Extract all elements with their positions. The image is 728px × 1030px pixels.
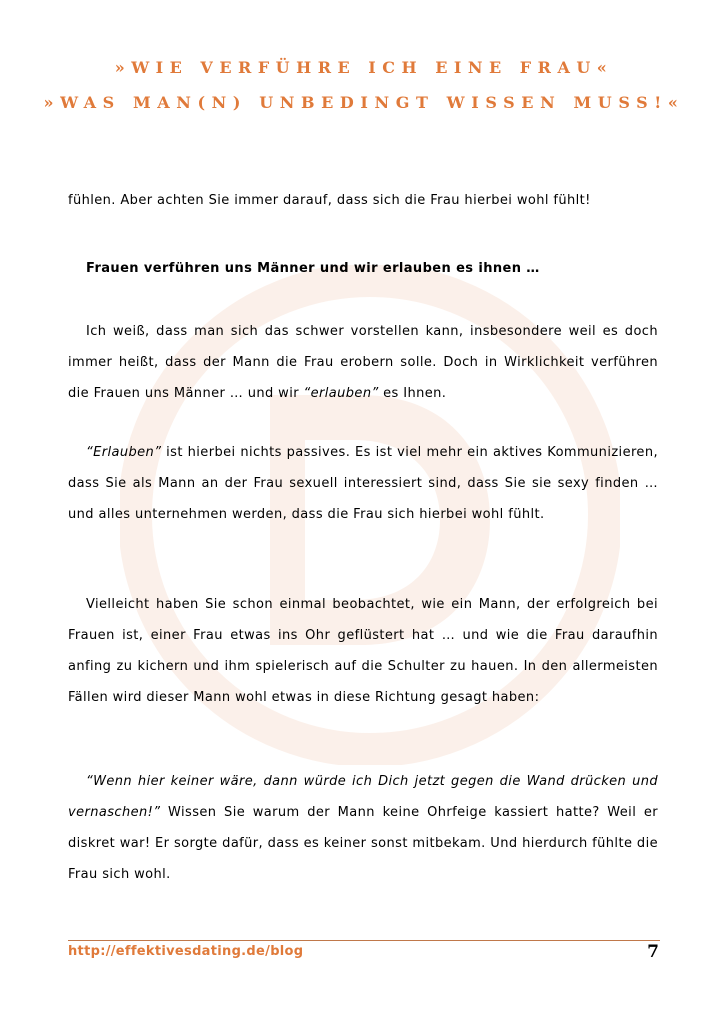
paragraph-2-quote: “Erlauben”: [86, 445, 162, 460]
page-number: 7: [647, 942, 659, 962]
paragraph-4-quote: “Wenn hier keiner wäre, dann würde ich Dich jetzt gegen die Wand drücken und vernaschen!”: [68, 774, 658, 820]
paragraph-2: [68, 437, 658, 530]
paragraph-2-text: ist hierbei nichts passives. Es ist viel mehr ein aktives Kommunizieren, dass Sie als Mann an der Frau sexuell interessiert sind, dass Sie sie sexy finden … und alles unternehmen werden, dass die Frau sich hierbei wohl fühlt.: [68, 445, 658, 522]
paragraph-4-text: Wissen Sie warum der Mann keine Ohrfeige kassiert hatte? Weil er diskret war! Er sorgte dafür, dass es keiner sonst mitbekam. Und hierdurch fühlte die Frau sich wohl.: [68, 805, 658, 882]
paragraph-1-quote: “erlauben”: [303, 386, 379, 401]
paragraph-4: [68, 766, 658, 890]
paragraph-1: [68, 316, 658, 409]
paragraph-1-end: es Ihnen.: [378, 386, 447, 401]
document-subtitle: »WAS MAN(N) UNBEDINGT WISSEN MUSS!«: [43, 93, 685, 112]
footer-divider: [68, 940, 660, 941]
document-title: »WIE VERFÜHRE ICH EINE FRAU«: [114, 58, 614, 77]
paragraph-3: Vielleicht haben Sie schon einmal beobachtet, wie ein Mann, der erfolgreich bei Frauen ist, einer Frau etwas ins Ohr geflüstert hat … und wie die Frau daraufhin anfing zu kichern und ihm spielerisch auf die Schulter zu hauen. In den allermeisten Fällen wird dieser Mann wohl etwas in diese Richtung gesagt haben:: [68, 597, 658, 705]
paragraph-1-text: Ich weiß, dass man sich das schwer vorstellen kann, insbesondere weil es doch immer heißt, dass der Mann die Frau erobern solle. Doch in Wirklichkeit verführen die Frauen uns Männer … und wir: [68, 324, 658, 401]
section-heading: Frauen verführen uns Männer und wir erlauben es ihnen …: [86, 261, 540, 276]
footer-link[interactable]: http://effektivesdating.de/blog: [68, 944, 304, 959]
paragraph-continued: fühlen. Aber achten Sie immer darauf, dass sich die Frau hierbei wohl fühlt!: [68, 193, 591, 208]
